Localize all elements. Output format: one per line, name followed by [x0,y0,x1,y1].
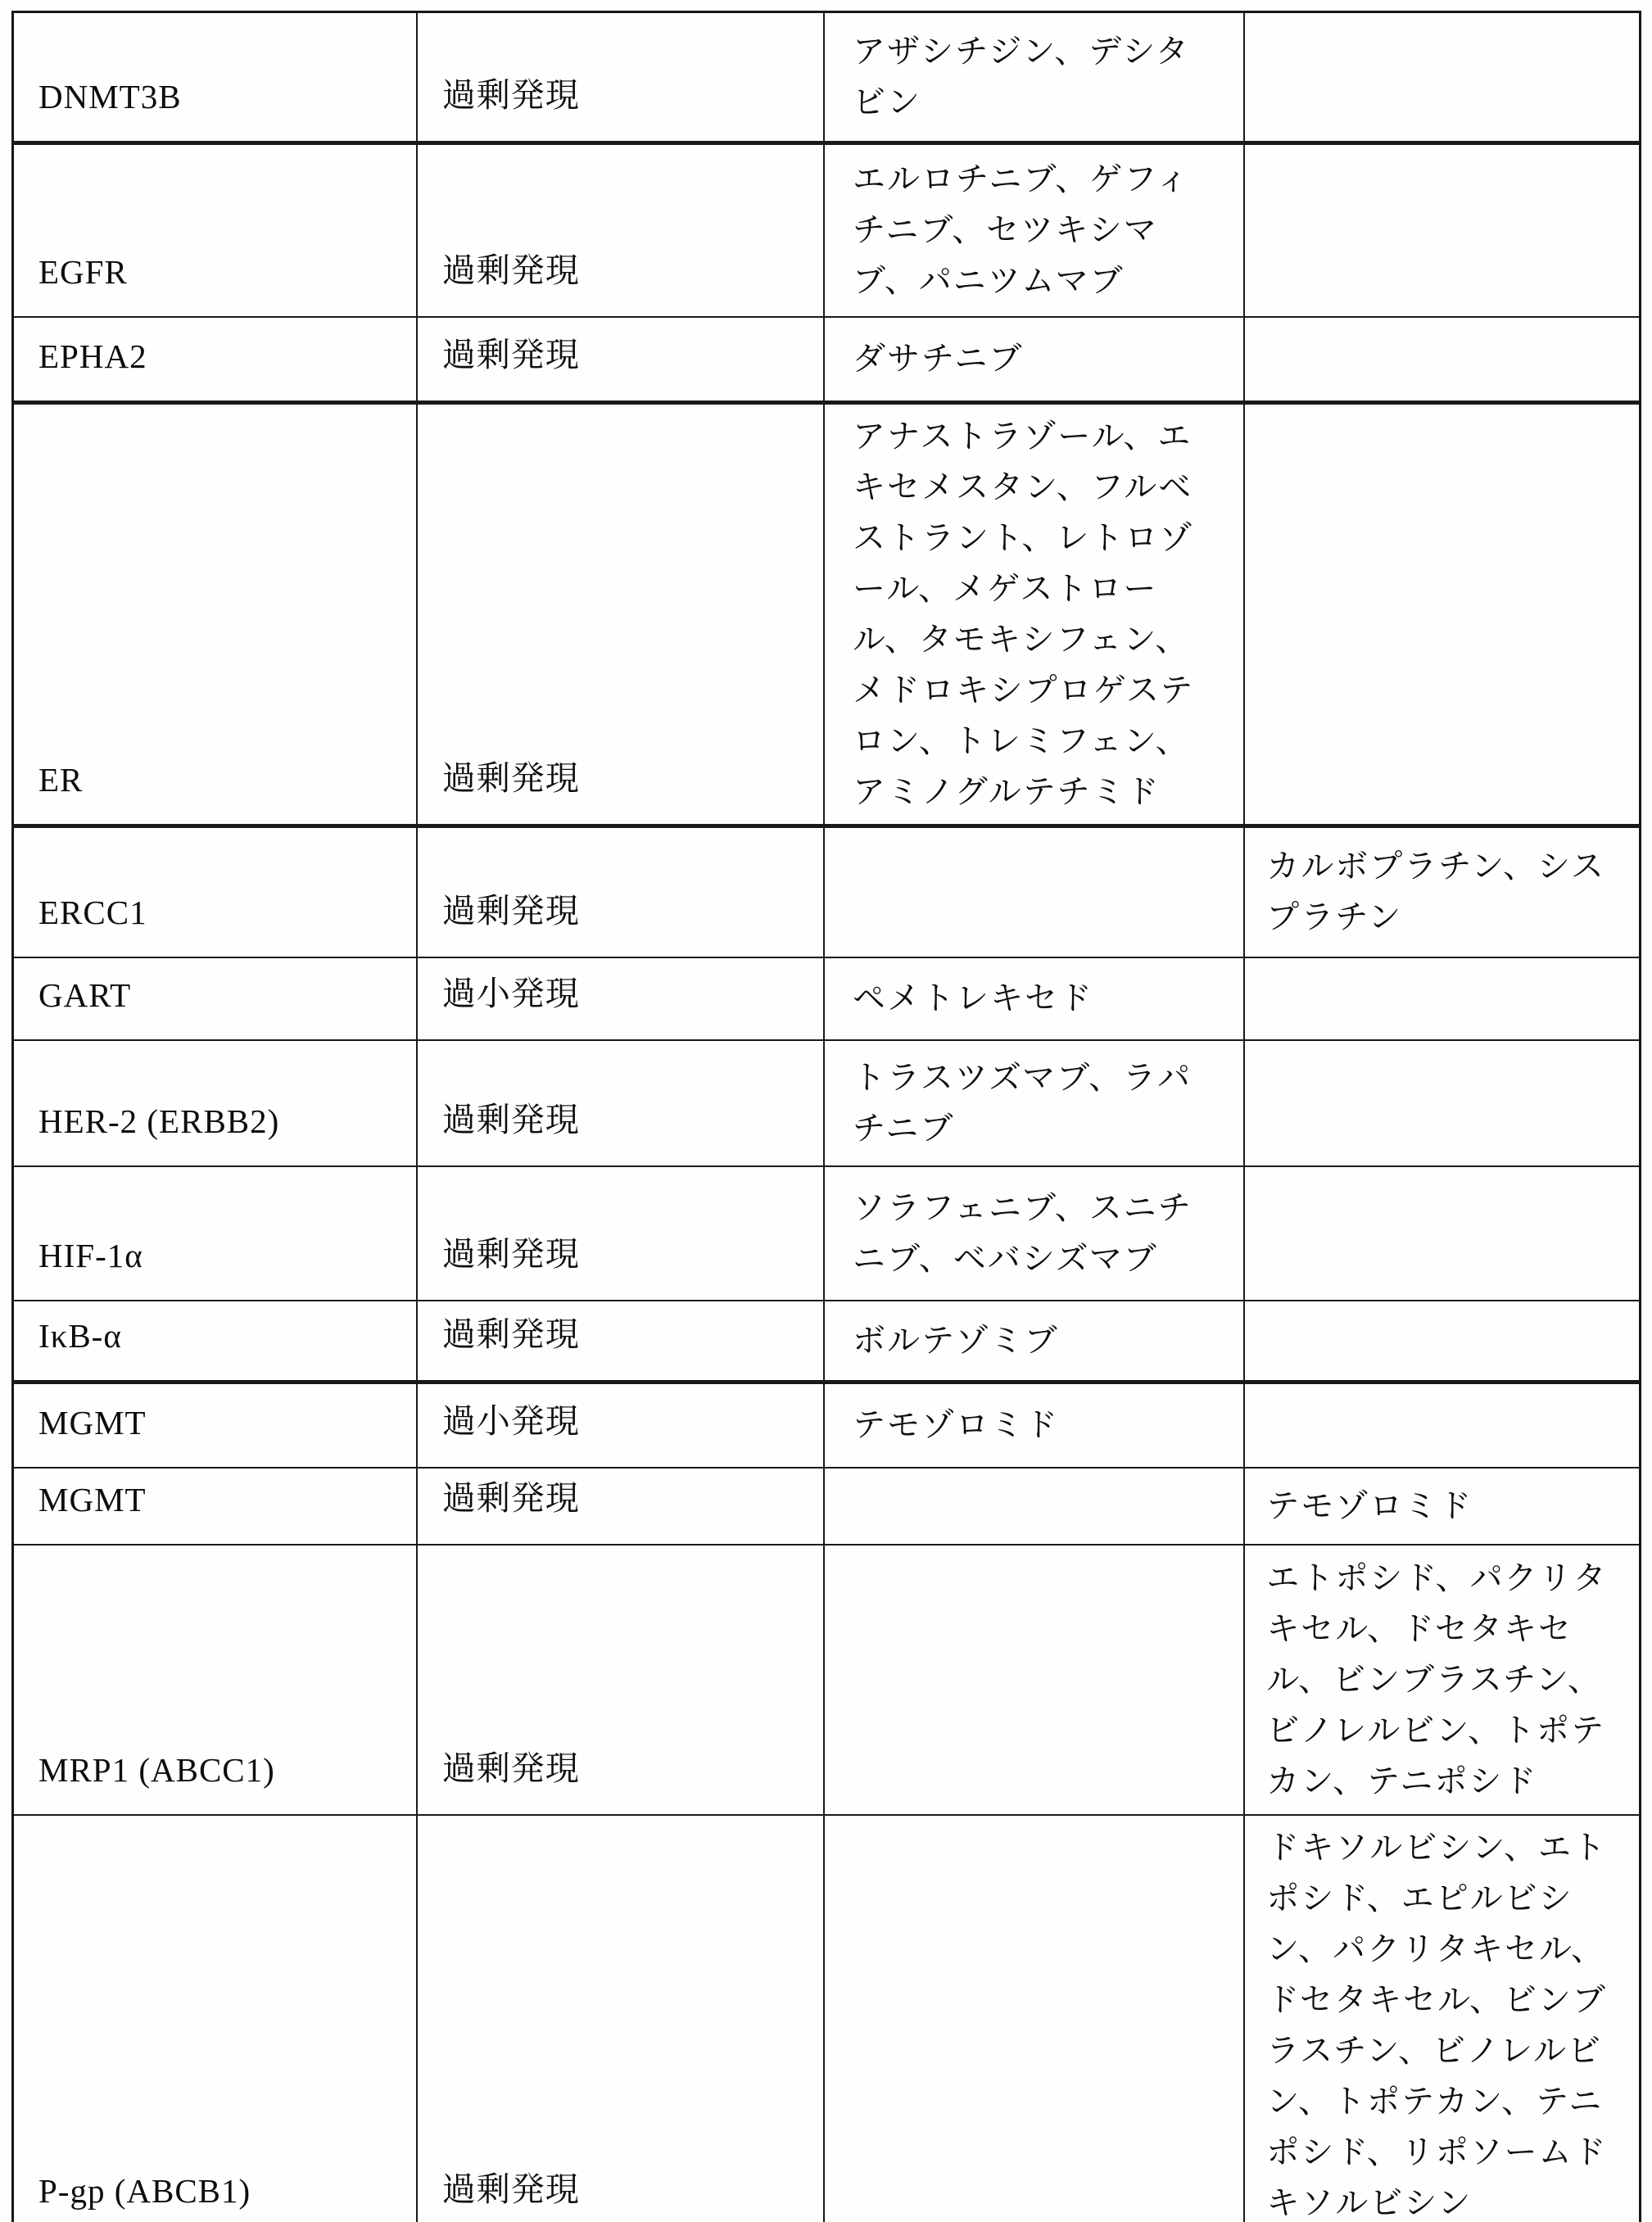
gene-cell-content: ER [38,761,84,799]
gene-cell [13,12,417,143]
drug-list-b-cell [1244,1468,1640,1545]
drug-list-b-cell [1244,1383,1640,1468]
expression-cell [417,1468,824,1545]
drug-list-b-cell-content [1245,224,1639,237]
drug-name-line: エルロチニブ、ゲフィ [852,161,1190,198]
drug-list-b-cell-content [1245,1227,1639,1240]
table-row [13,1545,1641,1815]
expression-cell-content: 過剰発現 [441,1749,580,1787]
drug-list-a-cell [824,1468,1244,1545]
drug-list-b-cell-content [1245,352,1639,365]
drug-list-a-cell-content [825,885,1243,898]
drug-list-b-cell [1244,826,1640,957]
gene-cell-content: MGMT [38,1403,147,1441]
drug-name-line: アザシチジン、デシタ [852,33,1190,70]
expression-cell [417,143,824,317]
drug-list-b-cell [1244,403,1640,826]
drug-name-line: ポシド、リポソームド [1266,2133,1608,2170]
expression-cell [417,1383,824,1468]
drug-name-line: ドセタキセル、ビンブ [1266,1980,1607,2018]
drug-list-a-cell-content [825,1046,1243,1161]
table-row [13,1383,1641,1468]
gene-cell [13,403,417,826]
drug-name-line: キソルビシン [1266,2184,1473,2221]
expression-cell [417,1815,824,2222]
drug-name-line: ロン、トレミフェン、 [852,722,1190,759]
drug-list-b-cell-content [1245,1334,1639,1347]
drug-name-line: ボルテゾミブ [852,1321,1059,1359]
drug-list-a-cell-content [825,1393,1243,1457]
expression-cell-content: 過剰発現 [441,759,580,797]
drug-name-line: ビノレルビン、トポテ [1266,1711,1606,1749]
drug-list-b-cell-content [1245,835,1639,949]
drug-list-b-cell [1244,957,1640,1040]
drug-name-line: キセメスタン、フルベ [852,468,1193,505]
expression-cell-content: 過小発現 [441,974,580,1012]
drug-list-b-cell-content [1245,1546,1639,1813]
drug-list-a-cell [824,957,1244,1040]
drug-list-b-cell-content [1245,70,1639,84]
drug-name-line: アミノグルテチミド [852,773,1161,810]
gene-expression-drug-table [11,11,1641,2222]
drug-name-line: ダサチニブ [852,340,1024,378]
table-row [13,826,1641,957]
drug-list-a-cell [824,1815,1244,2222]
drug-name-line: アナストラゾール、エ [852,418,1193,455]
expression-cell-content: 過剰発現 [441,1234,580,1273]
drug-list-a-cell-content [825,2019,1243,2032]
drug-list-a-cell-content [825,966,1243,1030]
drug-list-b-cell [1244,143,1640,317]
gene-cell-content: MGMT [38,1480,147,1518]
gene-cell [13,143,417,317]
expression-cell [417,317,824,403]
drug-name-line: テモゾロミド [852,1406,1059,1444]
gene-cell-content: MRP1 (ABCC1) [38,1750,275,1789]
drug-list-a-cell [824,1301,1244,1383]
drug-list-a-cell-content [825,1176,1243,1291]
gene-cell [13,957,417,1040]
drug-list-a-cell [824,317,1244,403]
table-row [13,403,1641,826]
expression-cell-content: 過小発現 [441,1401,580,1440]
drug-name-line: ブ、パニツムマブ [852,262,1125,300]
drug-list-b-cell [1244,1815,1640,2222]
gene-cell-content: HIF-1α [38,1236,143,1274]
gene-cell-content: P-gp (ABCB1) [38,2171,251,2210]
expression-cell-content: 過剰発現 [441,1478,580,1517]
drug-name-line: ドキソルビシン、エト [1266,1828,1608,1866]
gene-cell-content: EPHA2 [38,337,147,375]
gene-cell-content: IκB-α [38,1317,122,1355]
drug-name-line: ン、トポテカン、テニ [1266,2082,1604,2120]
drug-list-a-cell [824,12,1244,143]
gene-cell [13,1040,417,1166]
drug-list-a-cell [824,1545,1244,1815]
drug-list-a-cell-content [825,1673,1243,1686]
gene-cell [13,1383,417,1468]
table-row [13,143,1641,317]
drug-name-line: チニブ、セツキシマ [852,211,1158,249]
table-row [13,1301,1641,1383]
drug-list-b-cell-content [1245,1419,1639,1432]
drug-list-a-cell-content [825,1500,1243,1513]
drug-name-line: ストラント、レトロゾ [852,519,1194,556]
drug-name-line: ン、パクリタキセル、 [1266,1930,1605,1967]
drug-name-line: チニブ [852,1109,955,1147]
drug-list-a-cell-content [825,147,1243,313]
drug-name-line: トラスツズマブ、ラパ [852,1058,1192,1096]
gene-cell [13,1815,417,2222]
table-row [13,1166,1641,1301]
gene-cell [13,1166,417,1301]
expression-cell-content: 過剰発現 [441,891,580,930]
drug-name-line: ール、メゲストロー [852,570,1158,607]
drug-name-line: ペメトレキセド [852,980,1093,1016]
drug-list-b-cell [1244,1166,1640,1301]
drug-list-a-cell [824,1040,1244,1166]
expression-cell [417,1166,824,1301]
drug-name-line: キセル、ドセタキセ [1266,1609,1573,1647]
drug-name-line: メドロキシプロゲステ [852,672,1195,708]
table-row [13,1468,1641,1545]
gene-cell [13,317,417,403]
expression-cell-content: 過剰発現 [441,251,580,289]
drug-list-b-cell-content [1245,1097,1639,1110]
gene-cell [13,1468,417,1545]
drug-name-line: ビン [852,84,921,120]
gene-cell-content: DNMT3B [38,78,182,115]
gene-cell-content: GART [38,975,132,1014]
drug-name-line: カン、テニポシド [1266,1762,1538,1799]
expression-cell-content: 過剰発現 [441,336,580,373]
drug-name-line: プラチン [1266,898,1403,936]
table-row [13,12,1641,143]
drug-list-a-cell [824,403,1244,826]
expression-cell [417,403,824,826]
drug-name-line: ル、タモキシフェン、 [852,621,1190,658]
drug-name-line: ニブ、ベバシズマブ [852,1239,1158,1277]
drug-list-a-cell-content [825,20,1243,134]
drug-list-b-cell-content [1245,1474,1639,1538]
table-row [13,317,1641,403]
table-row [13,1815,1641,2222]
drug-list-b-cell [1244,1040,1640,1166]
gene-cell [13,1545,417,1815]
drug-list-b-cell [1244,1545,1640,1815]
drug-list-a-cell-content [825,1309,1243,1373]
drug-list-b-cell [1244,317,1640,403]
gene-cell-content: ERCC1 [38,893,147,931]
drug-list-a-cell [824,1383,1244,1468]
expression-cell-content: 過剰発現 [441,76,580,114]
expression-cell-content: 過剰発現 [441,2170,580,2208]
expression-cell-content: 過剰発現 [441,1315,580,1353]
expression-cell [417,1301,824,1383]
table-row [13,1040,1641,1166]
drug-list-b-cell [1244,12,1640,143]
expression-cell [417,826,824,957]
gene-cell [13,1301,417,1383]
drug-list-a-cell-content [825,327,1243,391]
expression-cell [417,12,824,143]
drug-name-line: ラスチン、ビノレルビ [1266,2031,1603,2069]
expression-cell-content: 過剰発現 [441,1100,580,1138]
table-row [13,957,1641,1040]
expression-cell [417,1545,824,1815]
drug-list-b-cell [1244,1301,1640,1383]
drug-list-b-cell-content [1245,608,1639,621]
drug-name-line: ル、ビンブラスチン、 [1266,1660,1602,1698]
drug-name-line: ポシド、エピルビシ [1266,1879,1573,1917]
drug-list-a-cell-content [825,405,1243,824]
drug-name-line: テモゾロミド [1266,1487,1473,1524]
drug-name-line: ソラフェニブ、スニチ [852,1188,1193,1226]
drug-name-line: カルボプラチン、シス [1266,848,1605,885]
gene-cell-content: HER-2 (ERBB2) [38,1102,280,1140]
drug-list-a-cell [824,1166,1244,1301]
gene-cell-content: EGFR [38,252,128,291]
expression-cell [417,957,824,1040]
drug-name-line: エトポシド、パクリタ [1266,1559,1608,1596]
gene-cell [13,826,417,957]
drug-list-b-cell-content [1245,1816,1639,2222]
expression-cell [417,1040,824,1166]
drug-list-a-cell [824,143,1244,317]
drug-list-a-cell [824,826,1244,957]
drug-list-b-cell-content [1245,992,1639,1005]
